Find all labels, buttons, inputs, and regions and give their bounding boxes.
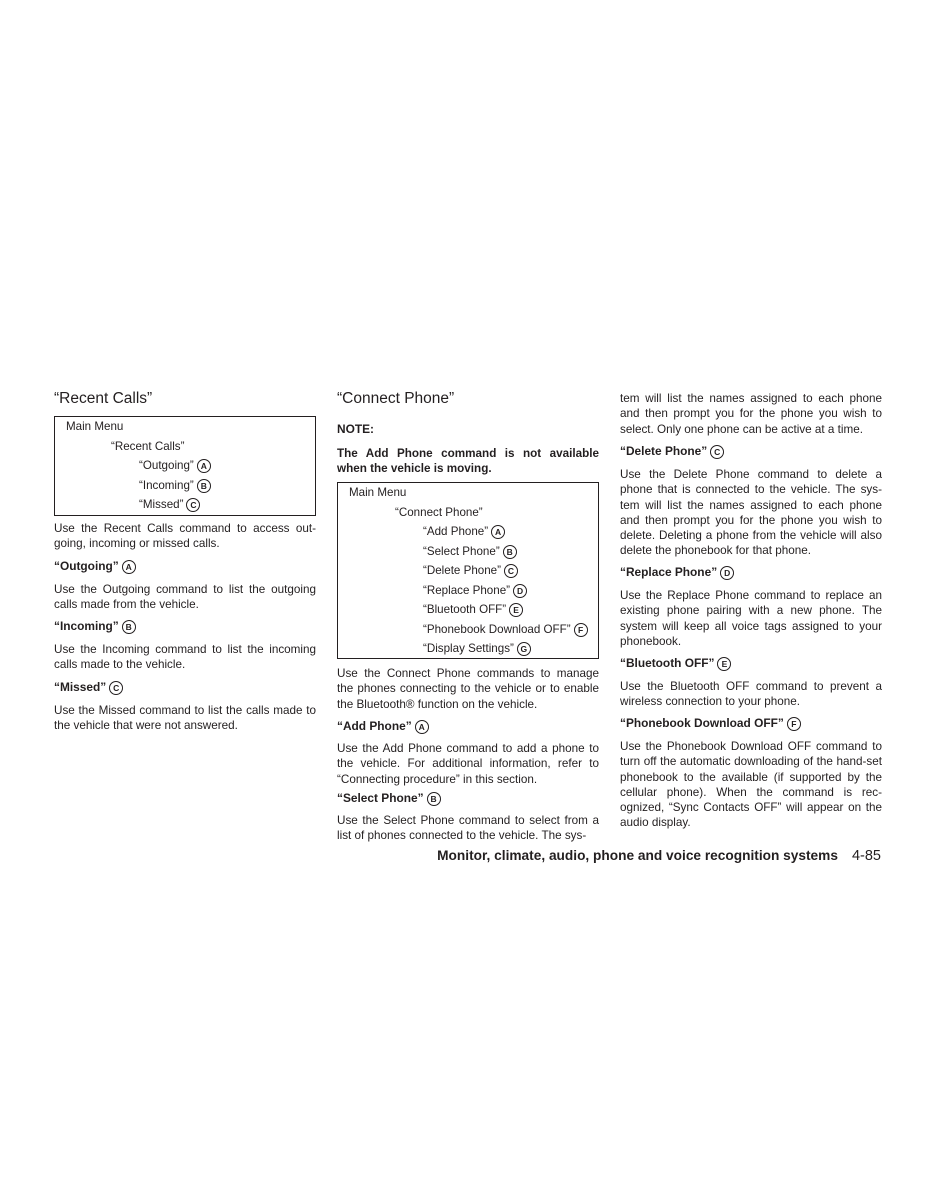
replace-phone-text: Use the Replace Phone command to replace an existing phone pairing with a new phone. The system will keep all voice tags assigned to your phonebook. (620, 589, 882, 648)
marker-a: A (122, 560, 136, 574)
add-phone-subheading: “Add Phone” A (337, 719, 429, 734)
marker-b: B (197, 479, 211, 493)
marker-b: B (122, 620, 136, 634)
marker-f: F (574, 623, 588, 637)
marker-a: A (197, 459, 211, 473)
page-number: 4-85 (851, 848, 881, 864)
marker-c: C (109, 681, 123, 695)
incoming-subheading: “Incoming” B (54, 619, 136, 634)
marker-g: G (517, 642, 531, 656)
note-text: The Add Phone command is not available when the vehicle is moving. (337, 447, 599, 476)
menu-line: “Display Settings” G (423, 642, 531, 656)
menu-line: Main Menu (66, 420, 124, 433)
menu-line: “Replace Phone” D (423, 584, 527, 598)
footer-section-title: Monitor, climate, audio, phone and voice recognition systems (437, 848, 838, 863)
delete-phone-text: Use the Delete Phone command to delete a phone that is connected to the vehicle. The sys-tem will list the names assigned to each phone and then prompt you for the phone you wish to delete. Deleting a phone from the vehicle will also delete the phonebook for that phone. (620, 468, 882, 558)
recent-calls-menu-box (54, 416, 316, 516)
marker-c: C (710, 445, 724, 459)
page-footer (437, 848, 881, 864)
marker-d: D (513, 584, 527, 598)
menu-line: Main Menu (349, 486, 407, 499)
select-phone-text-continued: tem will list the names assigned to each phone and then prompt you for the phone you wish to select. Only one phone can be active at a time. (620, 392, 882, 436)
menu-line: “Select Phone” B (423, 545, 517, 559)
marker-e: E (509, 603, 523, 617)
outgoing-subheading: “Outgoing” A (54, 559, 136, 574)
connect-phone-heading: “Connect Phone” (337, 390, 455, 407)
delete-phone-subheading: “Delete Phone” C (620, 444, 724, 459)
marker-a: A (415, 720, 429, 734)
select-phone-subheading: “Select Phone” B (337, 791, 441, 806)
menu-line: “Add Phone” A (423, 525, 505, 539)
missed-subheading: “Missed” C (54, 680, 123, 695)
select-phone-text: Use the Select Phone command to select from a list of phones connected to the vehicle. The sys- (337, 814, 599, 843)
menu-line: “Bluetooth OFF” E (423, 603, 523, 617)
marker-d: D (720, 566, 734, 580)
menu-line: “Connect Phone” (395, 506, 483, 519)
phonebook-download-off-subheading: “Phonebook Download OFF” F (620, 716, 801, 731)
bluetooth-off-text: Use the Bluetooth OFF command to prevent a wireless connection to your phone. (620, 680, 882, 709)
recent-calls-heading: “Recent Calls” (54, 390, 153, 407)
bluetooth-off-subheading: “Bluetooth OFF” E (620, 656, 731, 671)
phonebook-download-off-text: Use the Phonebook Download OFF command to turn off the automatic downloading of the hand-set phonebook to the available (if supported by the cellular phone). When the command is rec-ognized, “Sync Contacts OFF” will appear on the audio display. (620, 740, 882, 830)
marker-c: C (504, 564, 518, 578)
menu-line: “Outgoing” A (139, 459, 211, 473)
connect-phone-menu-box (337, 482, 599, 659)
marker-f: F (787, 717, 801, 731)
marker-a: A (491, 525, 505, 539)
menu-line: “Recent Calls” (111, 440, 185, 453)
menu-line: “Missed” C (139, 498, 200, 512)
marker-b: B (427, 792, 441, 806)
menu-line: “Phonebook Download OFF” F (423, 623, 588, 637)
missed-text: Use the Missed command to list the calls made to the vehicle that were not answered. (54, 704, 316, 733)
marker-c: C (186, 498, 200, 512)
replace-phone-subheading: “Replace Phone” D (620, 565, 734, 580)
menu-line: “Delete Phone” C (423, 564, 518, 578)
note-label: NOTE: (337, 422, 374, 436)
recent-calls-intro: Use the Recent Calls command to access out-going, incoming or missed calls. (54, 522, 316, 551)
outgoing-text: Use the Outgoing command to list the outgoing calls made from the vehicle. (54, 583, 316, 612)
marker-e: E (717, 657, 731, 671)
menu-line: “Incoming” B (139, 479, 211, 493)
add-phone-text: Use the Add Phone command to add a phone to the vehicle. For additional information, refer to “Connecting procedure” in this section. (337, 742, 599, 786)
marker-b: B (503, 545, 517, 559)
incoming-text: Use the Incoming command to list the incoming calls made to the vehicle. (54, 643, 316, 672)
connect-phone-intro: Use the Connect Phone commands to manage the phones connecting to the vehicle or to enable the Bluetooth® function on the vehicle. (337, 667, 599, 711)
